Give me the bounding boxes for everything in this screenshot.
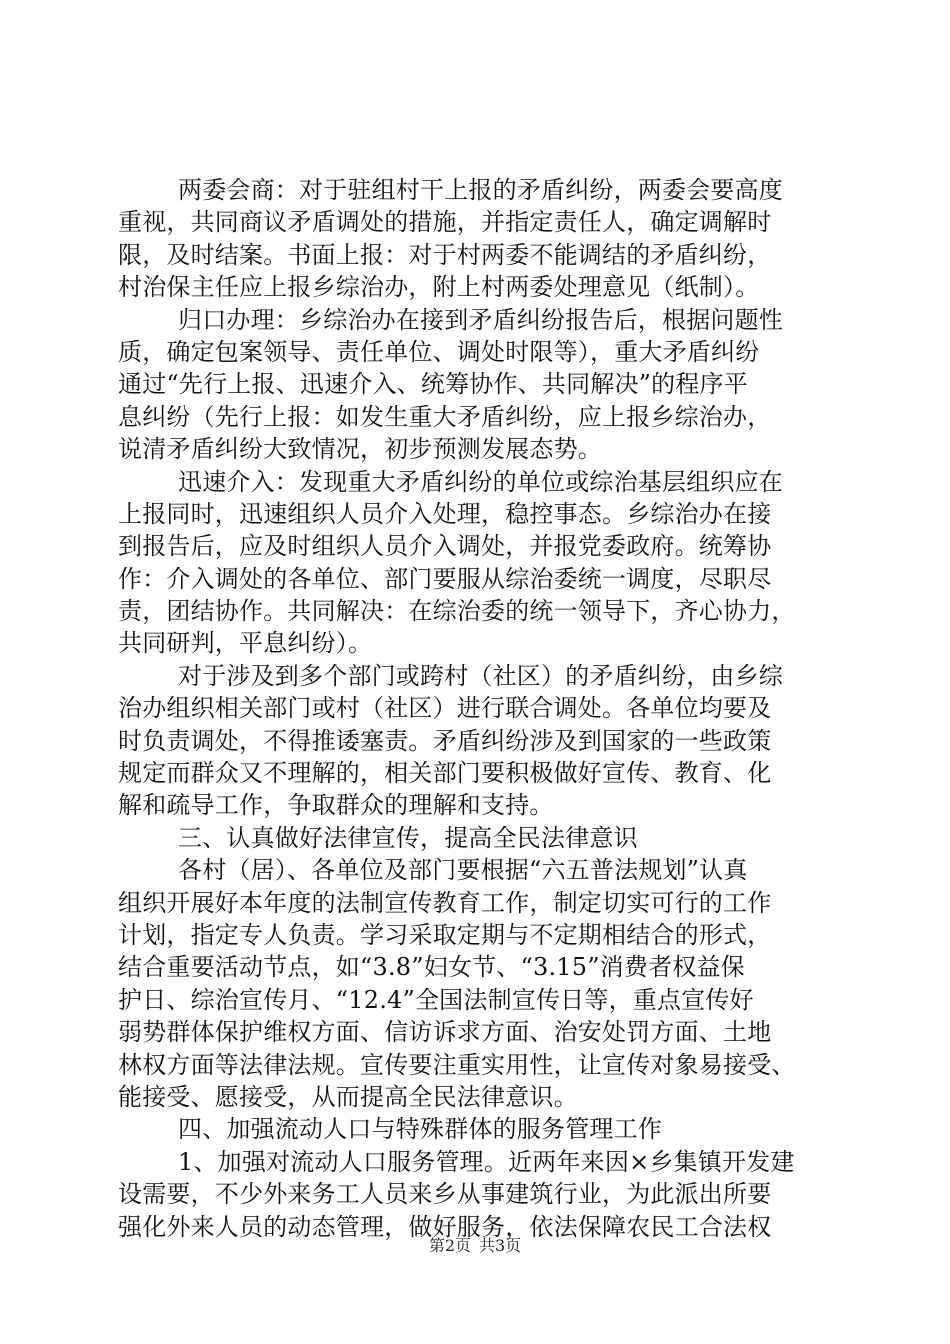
paragraph-line: 两委会商：对于驻组村干上报的矛盾纠纷，两委会要高度: [178, 176, 783, 204]
paragraph-line: 规定而群众又不理解的，相关部门要积极做好宣传、教育、化: [118, 759, 772, 788]
paragraph-line: 重视，共同商议矛盾调处的措施，并指定责任人，确定调解时: [118, 208, 772, 237]
paragraph-line: 通过“先行上报、迅速介入、统筹协作、共同解决”的程序平: [118, 370, 748, 399]
paragraph-line: 林权方面等法律法规。宣传要注重实用性，让宣传对象易接受、: [118, 1050, 796, 1079]
paragraph-line: 对于涉及到多个部门或跨村（社区）的矛盾纠纷，由乡综: [178, 661, 783, 690]
paragraph-line: 强化外来人员的动态管理，做好服务，依法保障农民工合法权: [118, 1212, 772, 1241]
paragraph-line: 共同研判，平息纠纷）。: [118, 629, 373, 658]
paragraph-line: 组织开展好本年度的法制宣传教育工作，制定切实可行的工作: [118, 888, 772, 917]
paragraph-line: 限，及时结案。书面上报：对于村两委不能调结的矛盾纠纷，: [118, 240, 772, 269]
paragraph-line: 计划，指定专人负责。学习采取定期与不定期相结合的形式，: [118, 920, 772, 949]
paragraph-line: 解和疏导工作，争取群众的理解和支持。: [118, 791, 554, 820]
page-number: 第2页: [428, 1236, 471, 1255]
paragraph-line: 治办组织相关部门或村（社区）进行联合调处。各单位均要及: [118, 694, 772, 723]
paragraph-line: 各村（居）、各单位及部门要根据“六五普法规划”认真: [178, 856, 748, 885]
paragraph-line: 村治保主任应上报乡综治办，附上村两委处理意见（纸制）。: [118, 273, 760, 302]
paragraph-line: 作：介入调处的各单位、部门要服从综治委统一调度，尽职尽: [118, 564, 772, 593]
paragraph-line: 弱势群体保护维权方面、信访诉求方面、治安处罚方面、土地: [118, 1018, 772, 1047]
paragraph-line: 1、加强对流动人口服务管理。近两年来因×乡集镇开发建: [178, 1147, 795, 1176]
page-total: 共3页: [479, 1236, 522, 1255]
paragraph-line: 归口办理：乡综治办在接到矛盾纠纷报告后，根据问题性: [178, 305, 783, 334]
paragraph-line: 到报告后，应及时组织人员介入调处，并报党委政府。统筹协: [118, 532, 772, 561]
paragraph-line: 迅速介入：发现重大矛盾纠纷的单位或综治基层组织应在: [178, 467, 783, 496]
paragraph-line: 时负责调处，不得推诿塞责。矛盾纠纷涉及到国家的一些政策: [118, 726, 772, 755]
paragraph-line: 息纠纷（先行上报：如发生重大矛盾纠纷，应上报乡综治办，: [118, 402, 772, 431]
paragraph-line: 说清矛盾纠纷大致情况，初步预测发展态势。: [118, 435, 602, 464]
section-heading: 四、加强流动人口与特殊群体的服务管理工作: [178, 1115, 662, 1144]
page-footer: [0, 1236, 950, 1256]
paragraph-line: 结合重要活动节点，如“3.8”妇女节、“3.15”消费者权益保: [118, 953, 745, 982]
paragraph-line: 质，确定包案领导、责任单位、调处时限等），重大矛盾纠纷: [118, 337, 760, 366]
paragraph-line: 能接受、愿接受，从而提高全民法律意识。: [118, 1082, 578, 1111]
paragraph-line: 设需要，不少外来务工人员来乡从事建筑行业，为此派出所要: [118, 1180, 772, 1209]
paragraph-line: 上报同时，迅速组织人员介入处理，稳控事态。乡综治办在接: [118, 499, 772, 528]
paragraph-line: 护日、综治宣传月、“12.4”全国法制宣传日等，重点宣传好: [118, 985, 754, 1014]
section-heading: 三、认真做好法律宣传，提高全民法律意识: [178, 823, 638, 852]
paragraph-line: 责，团结协作。共同解决：在综治委的统一领导下，齐心协力，: [118, 597, 796, 626]
document-body: [118, 174, 838, 1243]
